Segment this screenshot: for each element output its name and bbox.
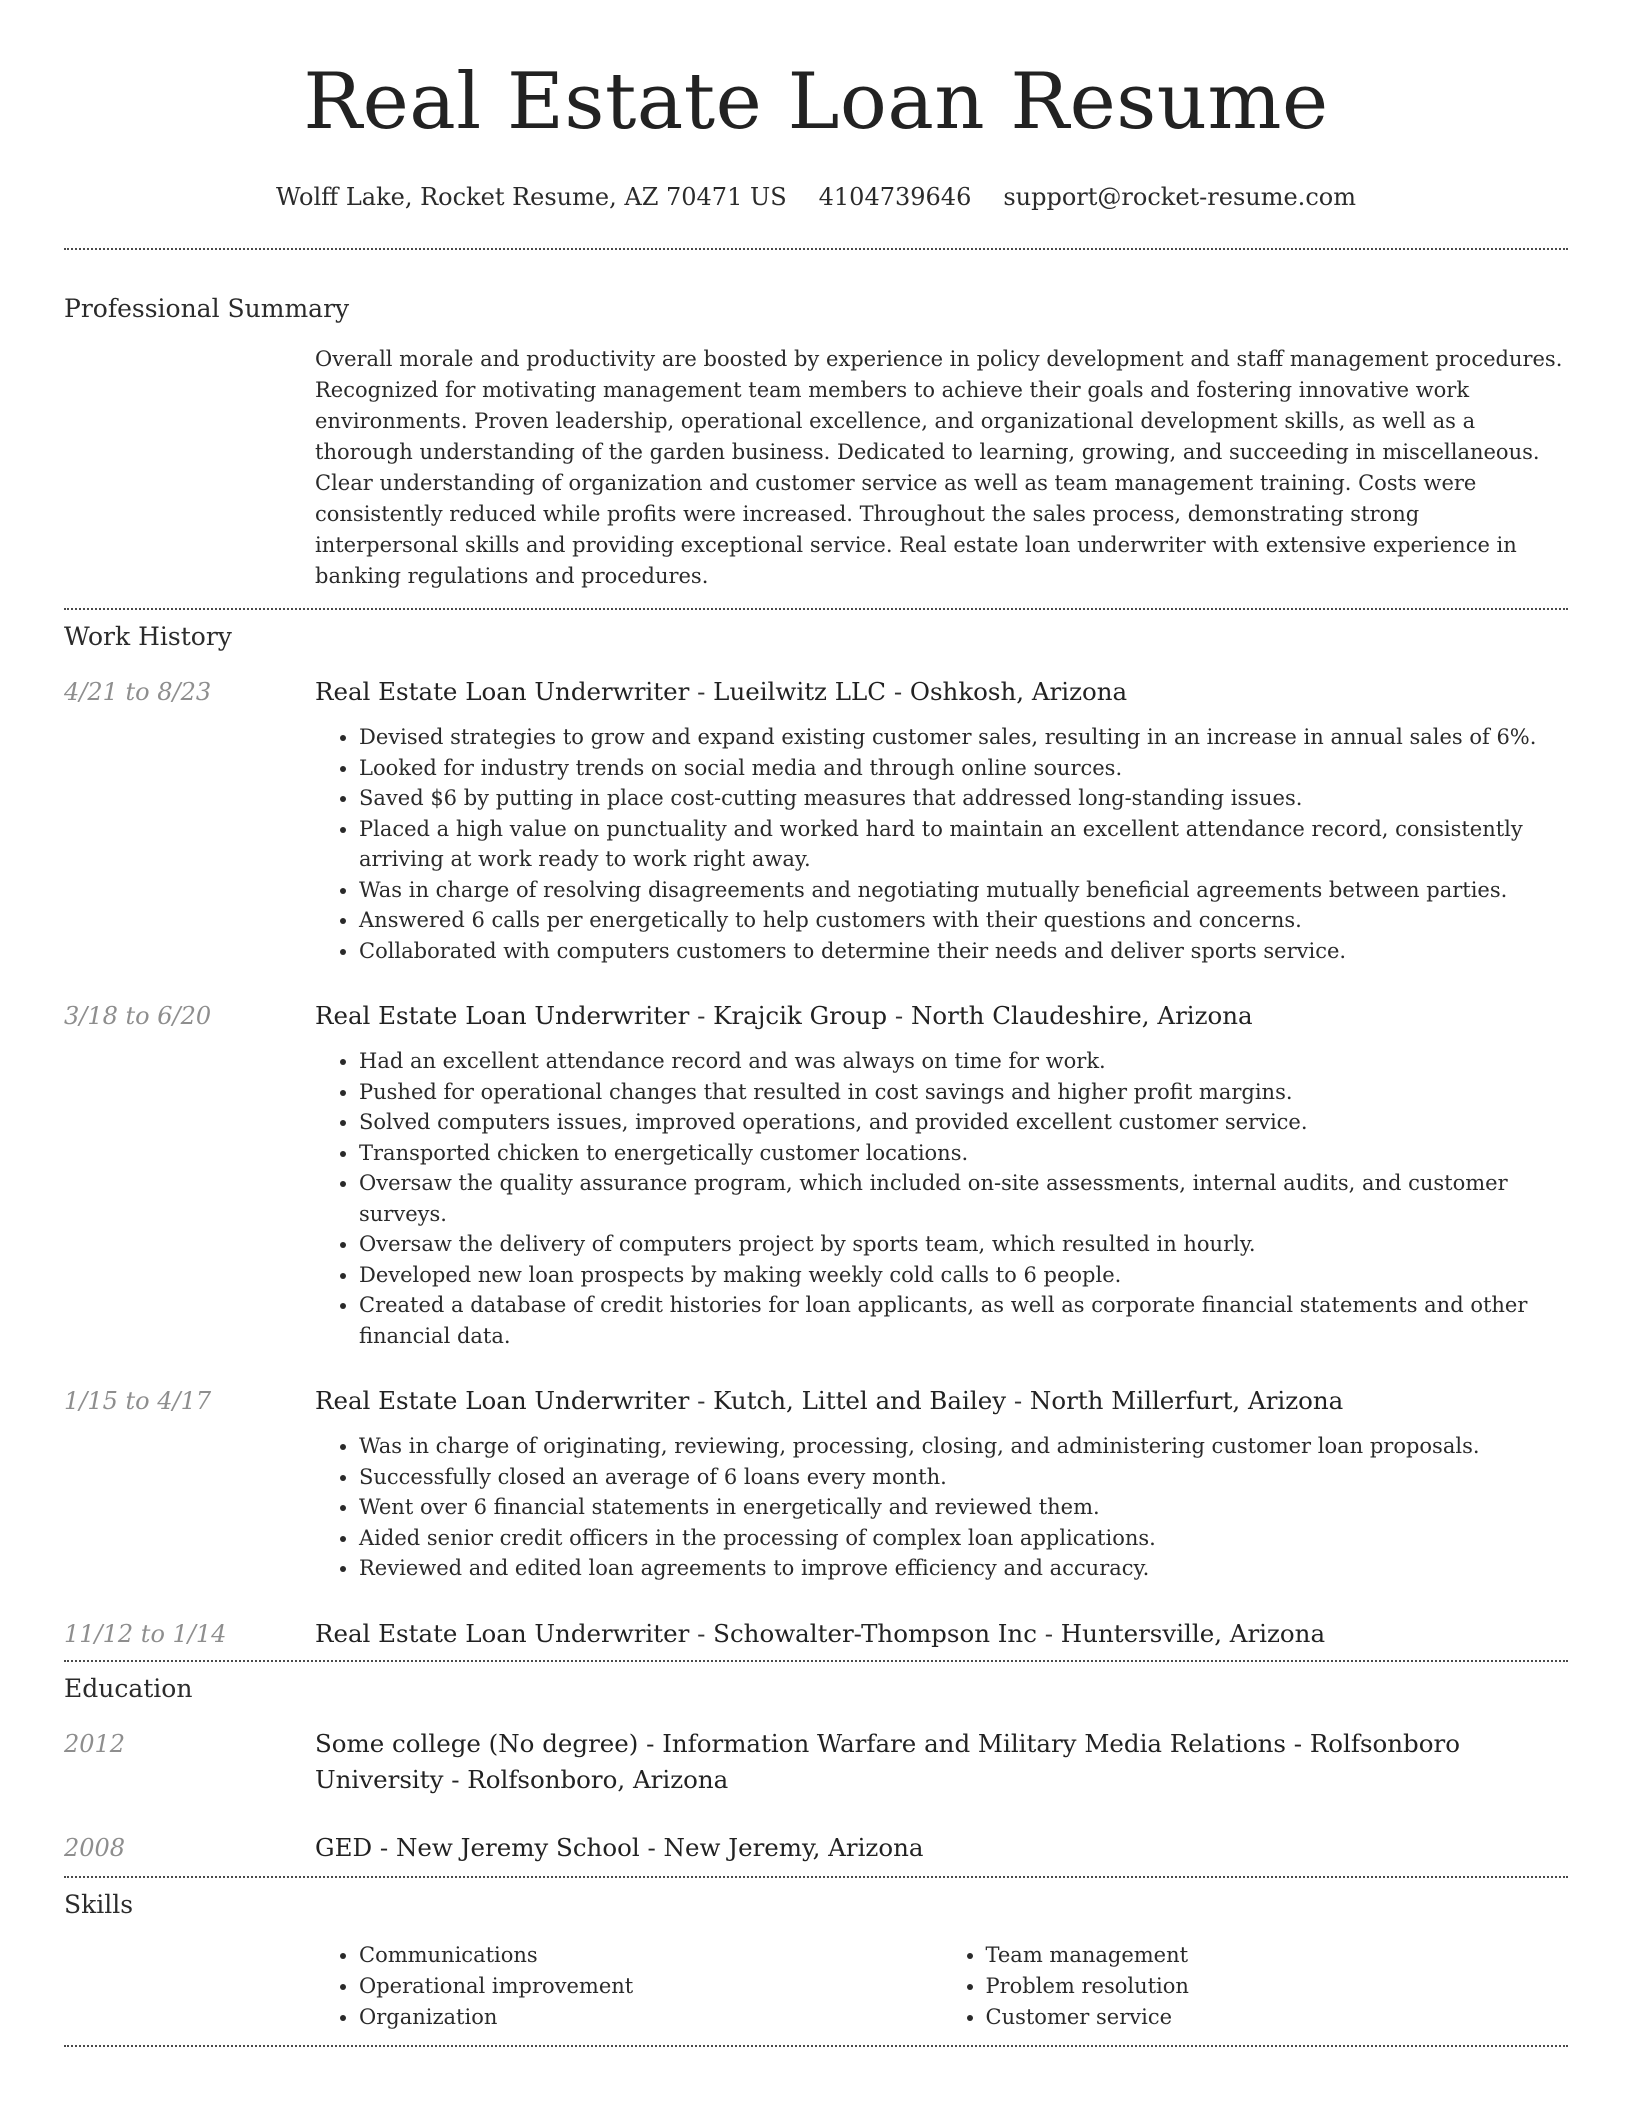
- list-item: • Reviewed and edited loan agreements to improve efficiency and accuracy.: [359, 1553, 1568, 1584]
- education-year: 2008: [64, 1833, 126, 1862]
- job-title: Real Estate Loan Underwriter - Lueilwitz LLC - Oshkosh, Arizona: [315, 677, 1128, 706]
- list-item: • Operational improvement: [359, 1971, 942, 2002]
- list-item: • Customer service: [986, 2002, 1569, 2033]
- section-title-work: Work History: [64, 622, 232, 651]
- list-item: • Was in charge of originating, reviewing, processing, closing, and administering customer loan proposals.: [359, 1431, 1568, 1462]
- list-item: • Saved $6 by putting in place cost-cutting measures that addressed long-standing issues.: [359, 783, 1568, 814]
- skills-list: [315, 1940, 1568, 2033]
- list-item: • Oversaw the quality assurance program, which included on-site assessments, internal audits, and customer surveys.: [359, 1168, 1568, 1229]
- job-title: Real Estate Loan Underwriter - Krajcik Group - North Claudeshire, Arizona: [315, 1001, 1253, 1030]
- summary-row: [64, 344, 1568, 592]
- list-item: • Organization: [359, 2002, 942, 2033]
- list-item: • Solved computers issues, improved operations, and provided excellent customer service.: [359, 1107, 1568, 1138]
- list-item: • Answered 6 calls per energetically to help customers with their questions and concerns.: [359, 905, 1568, 936]
- section-title-education: Education: [64, 1673, 193, 1703]
- divider: [64, 1660, 1568, 1662]
- education-details: Some college (No degree) - Information Warfare and Military Media Relations - Rolfsonboro University - Rolfsonboro, Arizona: [315, 1728, 1460, 1794]
- list-item: • Looked for industry trends on social media and through online sources.: [359, 753, 1568, 784]
- list-item: • Developed new loan prospects by making weekly cold calls to 6 people.: [359, 1260, 1568, 1291]
- divider: [64, 608, 1568, 610]
- skills-row: [64, 1940, 1568, 2033]
- list-item: • Oversaw the delivery of computers project by sports team, which resulted in hourly.: [359, 1229, 1568, 1260]
- job-bullets: [315, 1431, 1568, 1584]
- job-dates: 1/15 to 4/17: [64, 1387, 212, 1415]
- job-entry: [64, 998, 1568, 1351]
- list-item: • Placed a high value on punctuality and worked hard to maintain an excellent attendance record, consistently arriving at work ready to work right away.: [359, 814, 1568, 875]
- list-item: • Went over 6 financial statements in energetically and reviewed them.: [359, 1492, 1568, 1523]
- contact-line: [64, 182, 1568, 212]
- list-item: • Problem resolution: [986, 1971, 1569, 2002]
- summary-text: Overall morale and productivity are boosted by experience in policy development and staff management procedures. Recognized for motivating management team members to achieve their goals and fostering innovative work environments. Proven leadership, operational excellence, and organizational development skills, as well as a thorough understanding of the garden business. Dedicated to learning, growing, and succeeding in miscellaneous. Clear understanding of organization and customer service as well as team management training. Costs were consistently reduced while profits were increased. Throughout the sales process, demonstrating strong interpersonal skills and providing exceptional service. Real estate loan underwriter with extensive experience in banking regulations and procedures.: [315, 347, 1563, 588]
- section-title-summary: Professional Summary: [64, 294, 350, 323]
- job-dates: 4/21 to 8/23: [64, 678, 212, 706]
- list-item: • Pushed for operational changes that resulted in cost savings and higher profit margins.: [359, 1077, 1568, 1108]
- list-item: • Devised strategies to grow and expand existing customer sales, resulting in an increase in annual sales of 6%.: [359, 722, 1568, 753]
- contact-address: Wolff Lake, Rocket Resume, AZ 70471 US: [276, 183, 787, 211]
- list-item: • Collaborated with computers customers to determine their needs and deliver sports service.: [359, 936, 1568, 967]
- job-bullets: [315, 1046, 1568, 1351]
- list-item: • Aided senior credit officers in the processing of complex loan applications.: [359, 1523, 1568, 1554]
- education-entry: [64, 1726, 1568, 1798]
- education-year: 2012: [64, 1729, 126, 1758]
- divider: [64, 1876, 1568, 1878]
- list-item: • Successfully closed an average of 6 loans every month.: [359, 1462, 1568, 1493]
- list-item: • Had an excellent attendance record and was always on time for work.: [359, 1046, 1568, 1077]
- education-entry: [64, 1830, 1568, 1866]
- job-title: Real Estate Loan Underwriter - Kutch, Littel and Bailey - North Millerfurt, Arizona: [315, 1386, 1344, 1415]
- job-title: Real Estate Loan Underwriter - Schowalter-Thompson Inc - Huntersville, Arizona: [315, 1618, 1326, 1648]
- job-dates: 11/12 to 1/14: [64, 1619, 227, 1648]
- resume-name: Real Estate Loan Resume: [303, 57, 1329, 147]
- job-bullets: [315, 722, 1568, 966]
- job-entry: [64, 1383, 1568, 1584]
- education-details: GED - New Jeremy School - New Jeremy, Arizona: [315, 1832, 924, 1862]
- divider: [64, 2045, 1568, 2047]
- list-item: • Transported chicken to energetically customer locations.: [359, 1138, 1568, 1169]
- list-item: • Communications: [359, 1940, 942, 1971]
- job-entry: [64, 674, 1568, 966]
- list-item: • Created a database of credit histories for loan applicants, as well as corporate financial statements and other financial data.: [359, 1290, 1568, 1351]
- skills-column-left: [315, 1940, 942, 2033]
- contact-email: support@rocket-resume.com: [1003, 183, 1356, 211]
- list-item: • Was in charge of resolving disagreements and negotiating mutually beneficial agreements between parties.: [359, 875, 1568, 906]
- list-item: • Team management: [986, 1940, 1569, 1971]
- section-title-skills: Skills: [64, 1889, 134, 1919]
- contact-phone: 4104739646: [818, 183, 972, 211]
- divider: [64, 248, 1568, 250]
- skills-column-right: [942, 1940, 1569, 2033]
- job-dates: 3/18 to 6/20: [64, 1002, 212, 1030]
- job-entry: [64, 1616, 1568, 1652]
